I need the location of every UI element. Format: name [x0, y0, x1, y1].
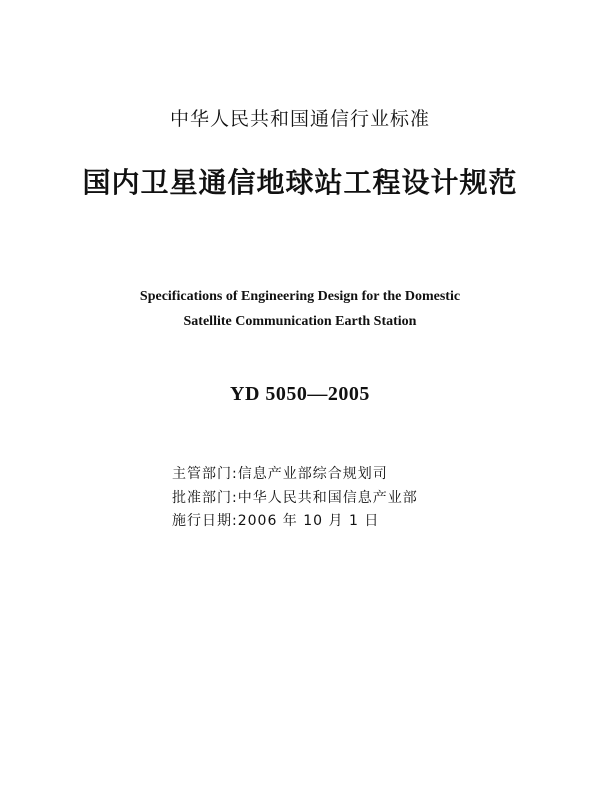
standard-number: YD 5050—2005	[230, 383, 370, 405]
english-title	[0, 284, 600, 334]
document-metadata	[172, 463, 418, 534]
effective-date: 施行日期:2006 年 10 月 1 日	[172, 513, 380, 529]
chinese-title: 国内卫星通信地球站工程设计规范	[82, 166, 518, 199]
standard-type-heading: 中华人民共和国通信行业标准	[169, 108, 430, 130]
approving-department: 批准部门:中华人民共和国信息产业部	[172, 489, 418, 506]
english-title-line-2: Satellite Communication Earth Station	[183, 314, 417, 329]
english-title-line-1: Specifications of Engineering Design for the Domestic	[139, 289, 461, 304]
supervising-department: 主管部门:信息产业部综合规划司	[172, 466, 388, 482]
